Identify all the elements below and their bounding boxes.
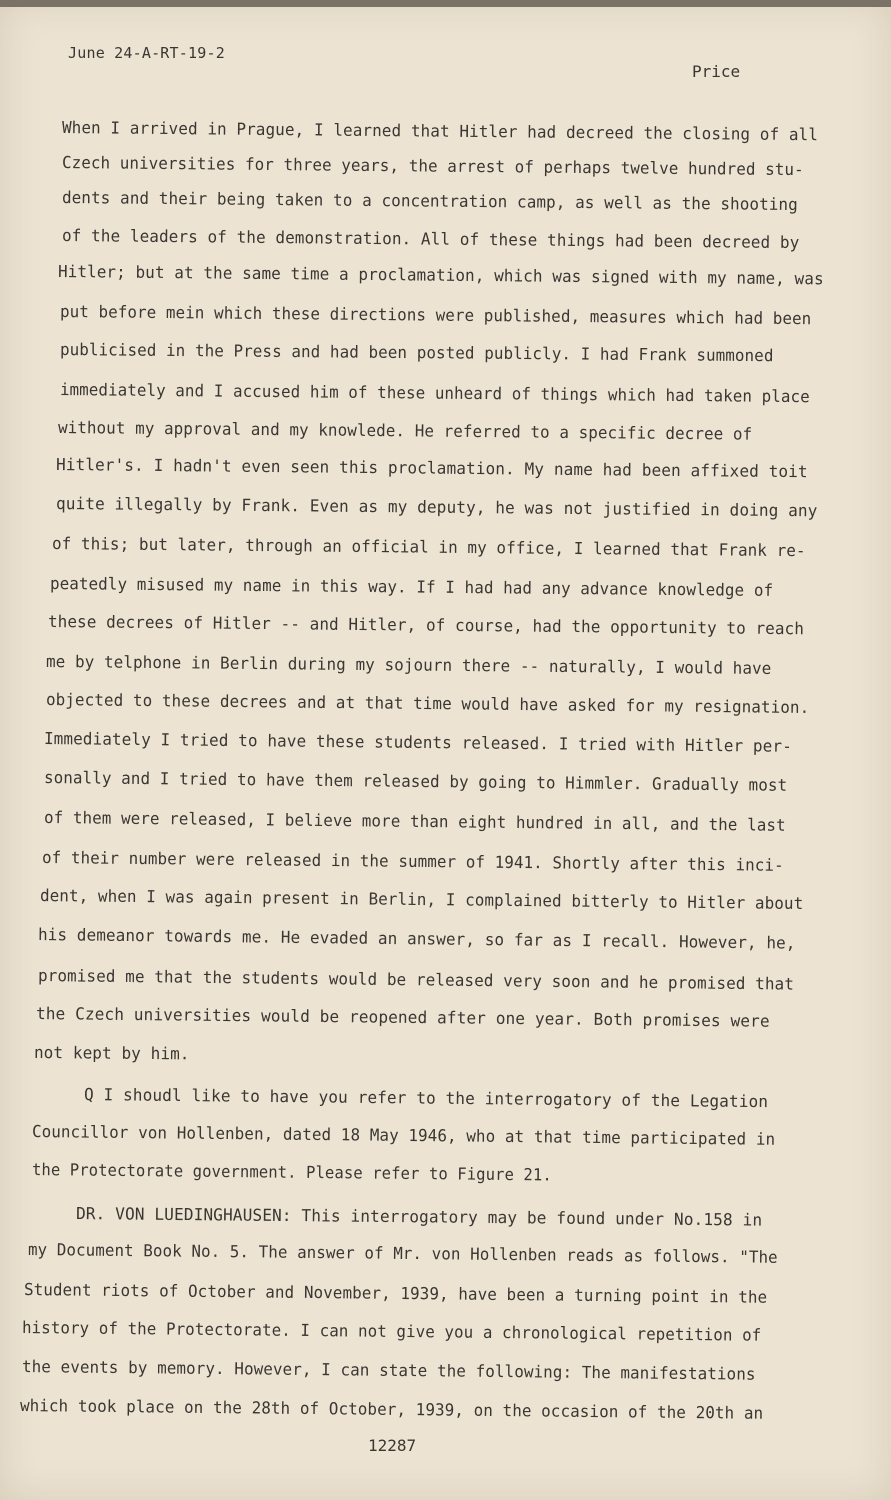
text-line: put before mein which these directions were published, measures which had been	[59, 302, 812, 329]
text-line: objected to these decrees and at that time would have asked for my resignation.	[45, 690, 810, 717]
text-line: immediately and I accused him of these unheard of things which had taken place	[59, 380, 810, 407]
text-line: the events by memory. However, I can state the following: The manifestations	[21, 1357, 756, 1384]
text-line: promised me that the students would be released very soon and he promised that	[37, 966, 795, 994]
text-line: my Document Book No. 5. The answer of Mr. von Hollenben reads as follows. "The	[27, 1240, 778, 1267]
text-line: which took place on the 28th of October, 1939, on the occasion of the 20th an	[19, 1396, 764, 1423]
text-line: dent, when I was again present in Berlin, I complained bitterly to Hitler about	[39, 886, 804, 913]
page-number: 12287	[368, 1436, 417, 1455]
text-line: Hitler; but at the same time a proclamation, which was signed with my name, was	[57, 262, 824, 289]
text-line: DR. VON LUEDINGHAUSEN: This interrogatory may be found under No.158 in	[75, 1204, 763, 1230]
text-line: history of the Protectorate. I can not give you a chronological repetition of	[21, 1318, 762, 1345]
text-line: Q I shoudl like to have you refer to the interrogatory of the Legation	[83, 1085, 769, 1112]
text-line: Student riots of October and November, 1939, have been a turning point in the	[23, 1280, 768, 1307]
text-line: dents and their being taken to a concentration camp, as well as the shooting	[61, 188, 798, 215]
text-line: quite illegally by Frank. Even as my deputy, he was not justified in doing any	[55, 494, 818, 521]
text-line: When I arrived in Prague, I learned that Hitler had decreed the closing of all	[61, 118, 819, 145]
text-line: publicised in the Press and had been posted publicly. I had Frank summoned	[59, 340, 774, 366]
text-line: Hitler's. I hadn't even seen this proclamation. My name had been affixed toit	[55, 455, 808, 482]
text-line: sonally and I tried to have them released by going to Himmler. Gradually most	[43, 768, 788, 795]
text-line: Czech universities for three years, the arrest of perhaps twelve hundred stu-	[61, 153, 804, 180]
text-line: of them were released, I believe more than eight hundred in all, and the last	[43, 808, 786, 835]
document-reference: June 24-A-RT-19-2	[68, 44, 225, 62]
text-line: peatedly misused my name in this way. If I had had any advance knowledge of	[49, 574, 774, 600]
text-line: Immediately I tried to have these students released. I tried with Hitler per-	[43, 729, 792, 756]
text-line: the Protectorate government. Please refer to Figure 21.	[31, 1160, 552, 1185]
scan-edge	[0, 0, 891, 7]
text-line: his demeanor towards me. He evaded an answer, so far as I recall. However, he,	[37, 925, 796, 953]
text-line: without my approval and my knowlede. He referred to a specific decree of	[57, 418, 753, 444]
text-line: Councillor von Hollenben, dated 18 May 1946, who at that time participated in	[31, 1122, 776, 1149]
text-line: these decrees of Hitler -- and Hitler, of course, had the opportunity to reach	[47, 612, 805, 639]
text-line: of their number were released in the summer of 1941. Shortly after this inci-	[41, 848, 784, 875]
text-line: of this; but later, through an official in my office, I learned that Frank re-	[51, 534, 806, 561]
text-line: not kept by him.	[33, 1043, 190, 1064]
witness-name: Price	[692, 62, 741, 81]
text-line: me by telphone in Berlin during my sojourn there -- naturally, I would have	[45, 652, 772, 678]
text-line: the Czech universities would be reopened after one year. Both promises were	[35, 1004, 770, 1031]
text-line: of the leaders of the demonstration. All of these things had been decreed by	[61, 226, 800, 253]
